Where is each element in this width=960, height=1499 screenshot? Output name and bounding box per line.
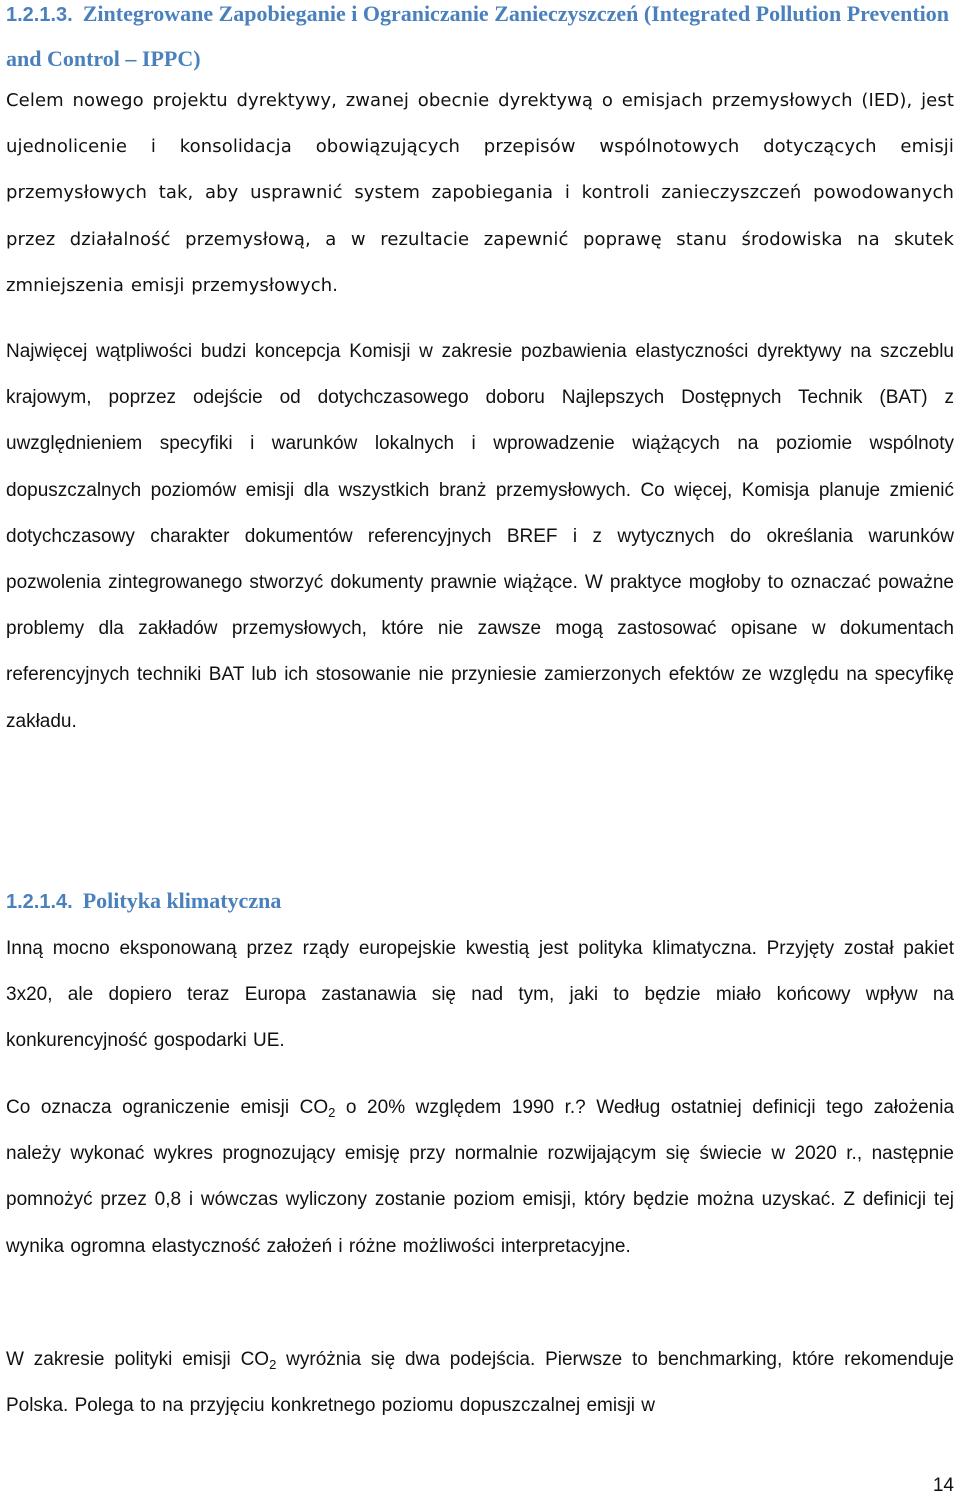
paragraph-bat-concerns: Najwięcej wątpliwości budzi koncepcja Komisji w zakresie pozbawienia elastyczności dyrektywy na szczeblu krajowym, poprzez odejście od dotychczasowego doboru Najlepszych Dostępnych Technik (BAT) z uwzględnieniem specyfiki i warunków lokalnych i wprowadzenie wiążących na poziomie wspólnoty dopuszczalnych poziomów emisji dla wszystkich branż przemysłowych. Co więcej, Komisja planuje zmienić dotychczasowy charakter dokumentów referencyjnych BREF i z wytycznych do określania warunków pozwolenia zintegrowanego stworzyć dokumenty prawnie wiążące. W praktyce mogłoby to oznaczać poważne problemy dla zakładów przemysłowych, które nie zawsze mogą zastosować opisane w dokumentach referencyjnych techniki BAT lub ich stosowanie nie przyniesie zamierzonych efektów ze względu na specyfikę zakładu. <box>6 341 954 732</box>
paragraph-co2-definition: Co oznacza ograniczenie emisji $CO_2$ o 20% względem 1990 r.? Według ostatniej definicji tego założenia należy wykonać wykres prognozujący emisję przy normalnie rozwijającym się świecie w 2020 r., następnie pomnożyć przez 0,8 i wówczas wyliczony zostanie poziom emisji, który będzie można uzyskać. Z definicji tej wynika ogromna elastyczność założeń i różne możliwości interpretacyjne. <box>6 1097 955 1257</box>
section-title: Polityka klimatyczna <box>82 888 282 913</box>
page-number: 14 <box>932 1475 954 1496</box>
paragraph-ied-goal: Celem nowego projektu dyrektywy, zwanej obecnie dyrektywą o emisjach przemysłowych (IED), jest ujednolicenie i konsolidacja obowiązujących przepisów wspólnotowych dotyczących emisji przemysłowych tak, aby usprawnić system zapobiegania i kontroli zanieczyszczeń powodowanych przez działalność przemysłową, a w rezultacie zapewnić poprawę stanu środowiska na skutek zmniejszenia emisji przemysłowych. <box>6 90 954 296</box>
section-number: 1.2.1.3. <box>6 4 73 26</box>
section-heading-ippc <box>6 0 956 81</box>
paragraph-co2-approaches: W zakresie polityki emisji $CO_2$ wyróżnia się dwa podejścia. Pierwsze to benchmarking, które rekomenduje Polska. Polega to na przyjęciu konkretnego poziomu dopuszczalnej emisji w <box>6 1349 954 1417</box>
section-number: 1.2.1.4. <box>6 891 73 913</box>
section-heading-climate-policy <box>6 879 956 924</box>
paragraph-climate-package: Inną mocno eksponowaną przez rządy europejskie kwestią jest polityka klimatyczna. Przyjęty został pakiet 3x20, ale dopiero teraz Europa zastanawia się nad tym, jaki to będzie miało końcowy wpływ na konkurencyjność gospodarki UE. <box>6 938 954 1052</box>
section-title: Zintegrowane Zapobieganie i Ograniczanie Zanieczyszczeń (Integrated Pollution Prevention and Control – IPPC) <box>6 1 949 71</box>
